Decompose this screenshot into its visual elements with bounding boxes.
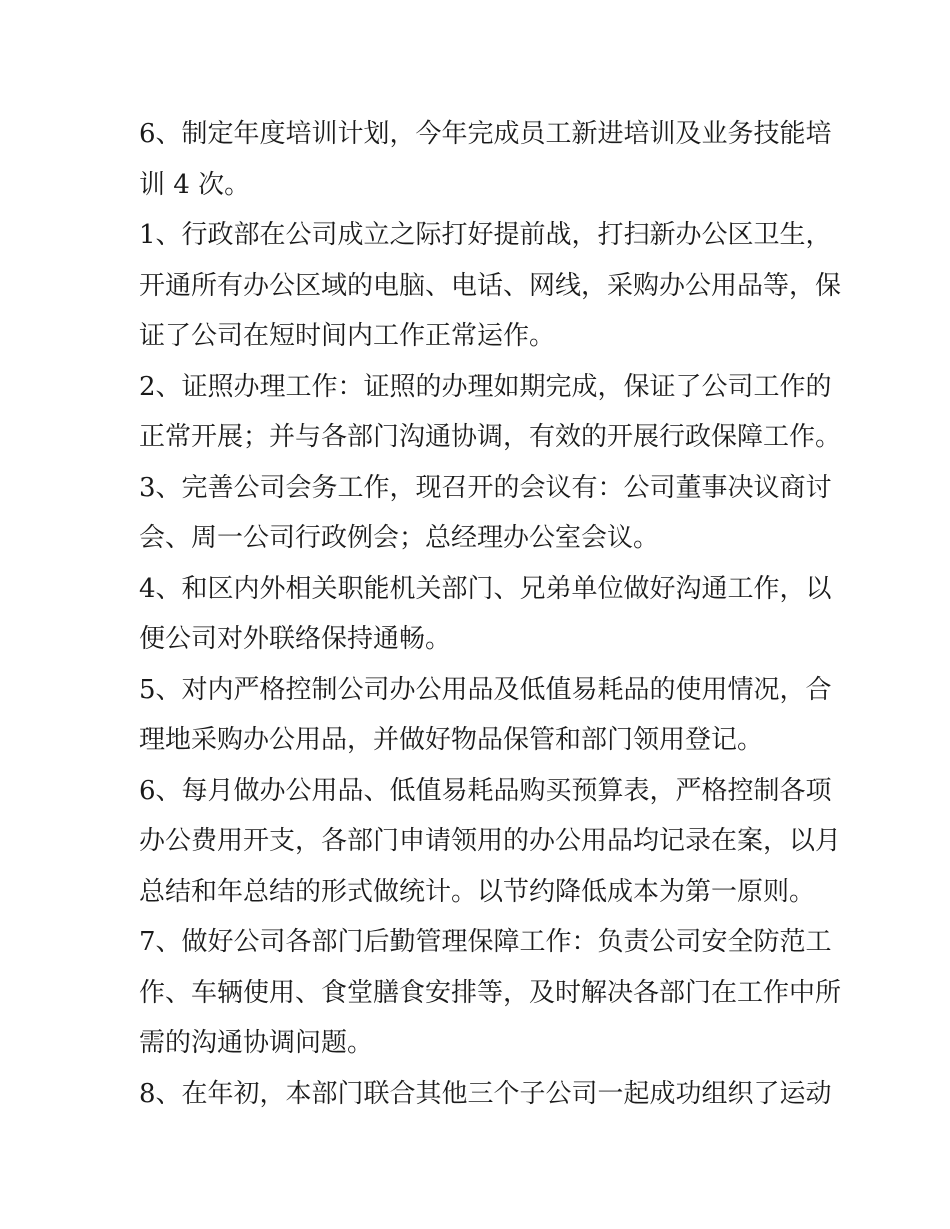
- text-line: 7、做好公司各部门后勤管理保障工作：负责公司安全防范工: [139, 927, 832, 957]
- text-line: 6、每月做办公用品、低值易耗品购买预算表，严格控制各项: [139, 775, 832, 806]
- paragraph-item-4: [139, 564, 832, 665]
- text-line: 6、制定年度培训计划，今年完成员工新进培训及业务技能培: [139, 119, 832, 149]
- text-line: 便公司对外联络保持通畅。: [139, 624, 452, 654]
- paragraph-item-3: [139, 463, 832, 564]
- text-line: 总结和年总结的形式做统计。以节约降低成本为第一原则。: [139, 876, 816, 907]
- paragraph-item-5: [139, 665, 832, 766]
- document-body: [139, 109, 842, 1119]
- text-line: 5、对内严格控制公司办公用品及低值易耗品的使用情况，合: [139, 674, 832, 705]
- text-line: 8、在年初，本部门联合其他三个子公司一起成功组织了运动: [139, 1078, 832, 1109]
- text-line: 4、和区内外相关职能机关部门、兄弟单位做好沟通工作，以: [139, 573, 832, 604]
- paragraph-item-2: [139, 362, 842, 463]
- text-line: 办公费用开支，各部门申请领用的办公用品均记录在案，以月: [139, 826, 842, 856]
- text-line: 作、车辆使用、食堂膳食安排等，及时解决各部门在工作中所: [139, 977, 842, 1008]
- paragraph-item-6: [139, 766, 842, 918]
- text-line: 2、证照办理工作：证照的办理如期完成，保证了公司工作的: [139, 371, 832, 402]
- text-line: 需的沟通协调问题。: [139, 1028, 374, 1058]
- text-line: 开通所有办公区域的电脑、电话、网线，采购办公用品等，保: [139, 270, 842, 301]
- text-line: 会、周一公司行政例会；总经理办公室会议。: [139, 523, 660, 553]
- paragraph-item-7: [139, 917, 842, 1069]
- text-line: 证了公司在短时间内工作正常运作。: [139, 321, 556, 351]
- paragraph-training-plan: [139, 109, 832, 210]
- text-line: 3、完善公司会务工作，现召开的会议有：公司董事决议商讨: [139, 472, 832, 503]
- text-line: 理地采购办公用品，并做好物品保管和部门领用登记。: [139, 725, 764, 755]
- paragraph-item-1: [139, 210, 842, 362]
- text-line: 训 4 次。: [139, 169, 251, 200]
- paragraph-item-8: [139, 1069, 832, 1120]
- text-line: 正常开展；并与各部门沟通协调，有效的开展行政保障工作。: [139, 422, 842, 452]
- text-line: 1、行政部在公司成立之际打好提前战，打扫新办公区卫生，: [139, 220, 832, 250]
